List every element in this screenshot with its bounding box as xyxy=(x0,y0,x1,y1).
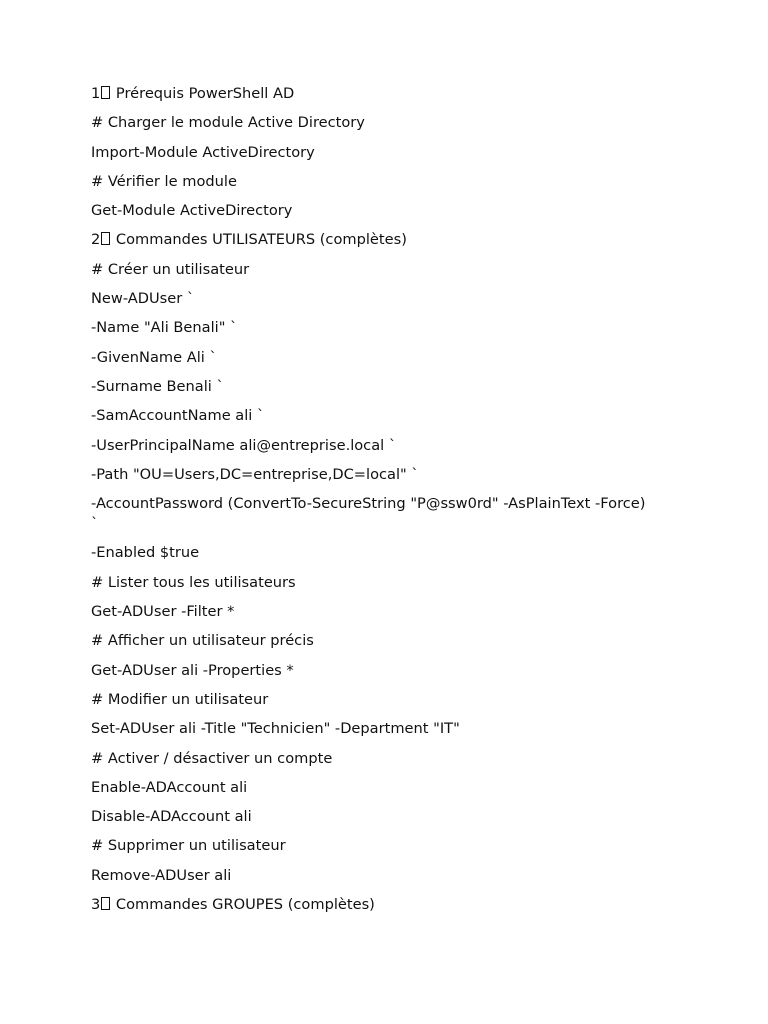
missing-glyph-icon xyxy=(101,897,110,910)
section-number: 2 xyxy=(91,231,101,249)
section-title: Commandes GROUPES (complètes) xyxy=(111,896,375,914)
command-line: Disable-ADAccount ali xyxy=(91,808,252,826)
comment-line: # Supprimer un utilisateur xyxy=(91,837,286,855)
command-line: Get-Module ActiveDirectory xyxy=(91,202,293,220)
section-heading-users xyxy=(91,230,651,250)
command-parameter-line: -Name "Ali Benali" ` xyxy=(91,319,238,337)
command-line: New-ADUser ` xyxy=(91,290,195,308)
section-heading-groups xyxy=(91,895,651,915)
comment-line: # Activer / désactiver un compte xyxy=(91,749,333,767)
command-parameter-line: -Path "OU=Users,DC=entreprise,DC=local" ` xyxy=(91,465,419,483)
comment-line: # Afficher un utilisateur précis xyxy=(91,632,314,650)
command-line: Set-ADUser ali -Title "Technicien" -Department "IT" xyxy=(91,720,460,738)
comment-line: # Charger le module Active Directory xyxy=(91,114,365,132)
command-line: Get-ADUser ali -Properties * xyxy=(91,661,294,679)
section-title: Prérequis PowerShell AD xyxy=(111,85,295,102)
command-line: Enable-ADAccount ali xyxy=(91,778,248,796)
command-line: Remove-ADUser ali xyxy=(91,866,232,884)
document-body xyxy=(91,84,651,924)
section-title: Commandes UTILISATEURS (complètes) xyxy=(111,231,407,249)
comment-line: # Lister tous les utilisateurs xyxy=(91,573,296,591)
comment-line: # Créer un utilisateur xyxy=(91,260,250,278)
comment-line: # Vérifier le module xyxy=(91,172,237,190)
section-number: 1 xyxy=(91,85,101,102)
section-heading-prerequisites xyxy=(91,84,651,104)
command-parameter-line: -Surname Benali ` xyxy=(91,377,224,395)
comment-line: # Modifier un utilisateur xyxy=(91,690,269,708)
command-parameter-line: -GivenName Ali ` xyxy=(91,348,217,366)
command-parameter-line: -AccountPassword (ConvertTo-SecureString "P@ssw0rd" -AsPlainText -Force) ` xyxy=(91,495,651,533)
command-line: Import-Module ActiveDirectory xyxy=(91,143,315,161)
command-parameter-line: -Enabled $true xyxy=(91,544,200,562)
command-parameter-line: -UserPrincipalName ali@entreprise.local ` xyxy=(91,436,397,454)
command-parameter-line: -SamAccountName ali ` xyxy=(91,407,265,425)
missing-glyph-icon xyxy=(101,86,110,99)
missing-glyph-icon xyxy=(101,232,110,245)
section-number: 3 xyxy=(91,896,101,914)
command-line: Get-ADUser -Filter * xyxy=(91,603,235,621)
